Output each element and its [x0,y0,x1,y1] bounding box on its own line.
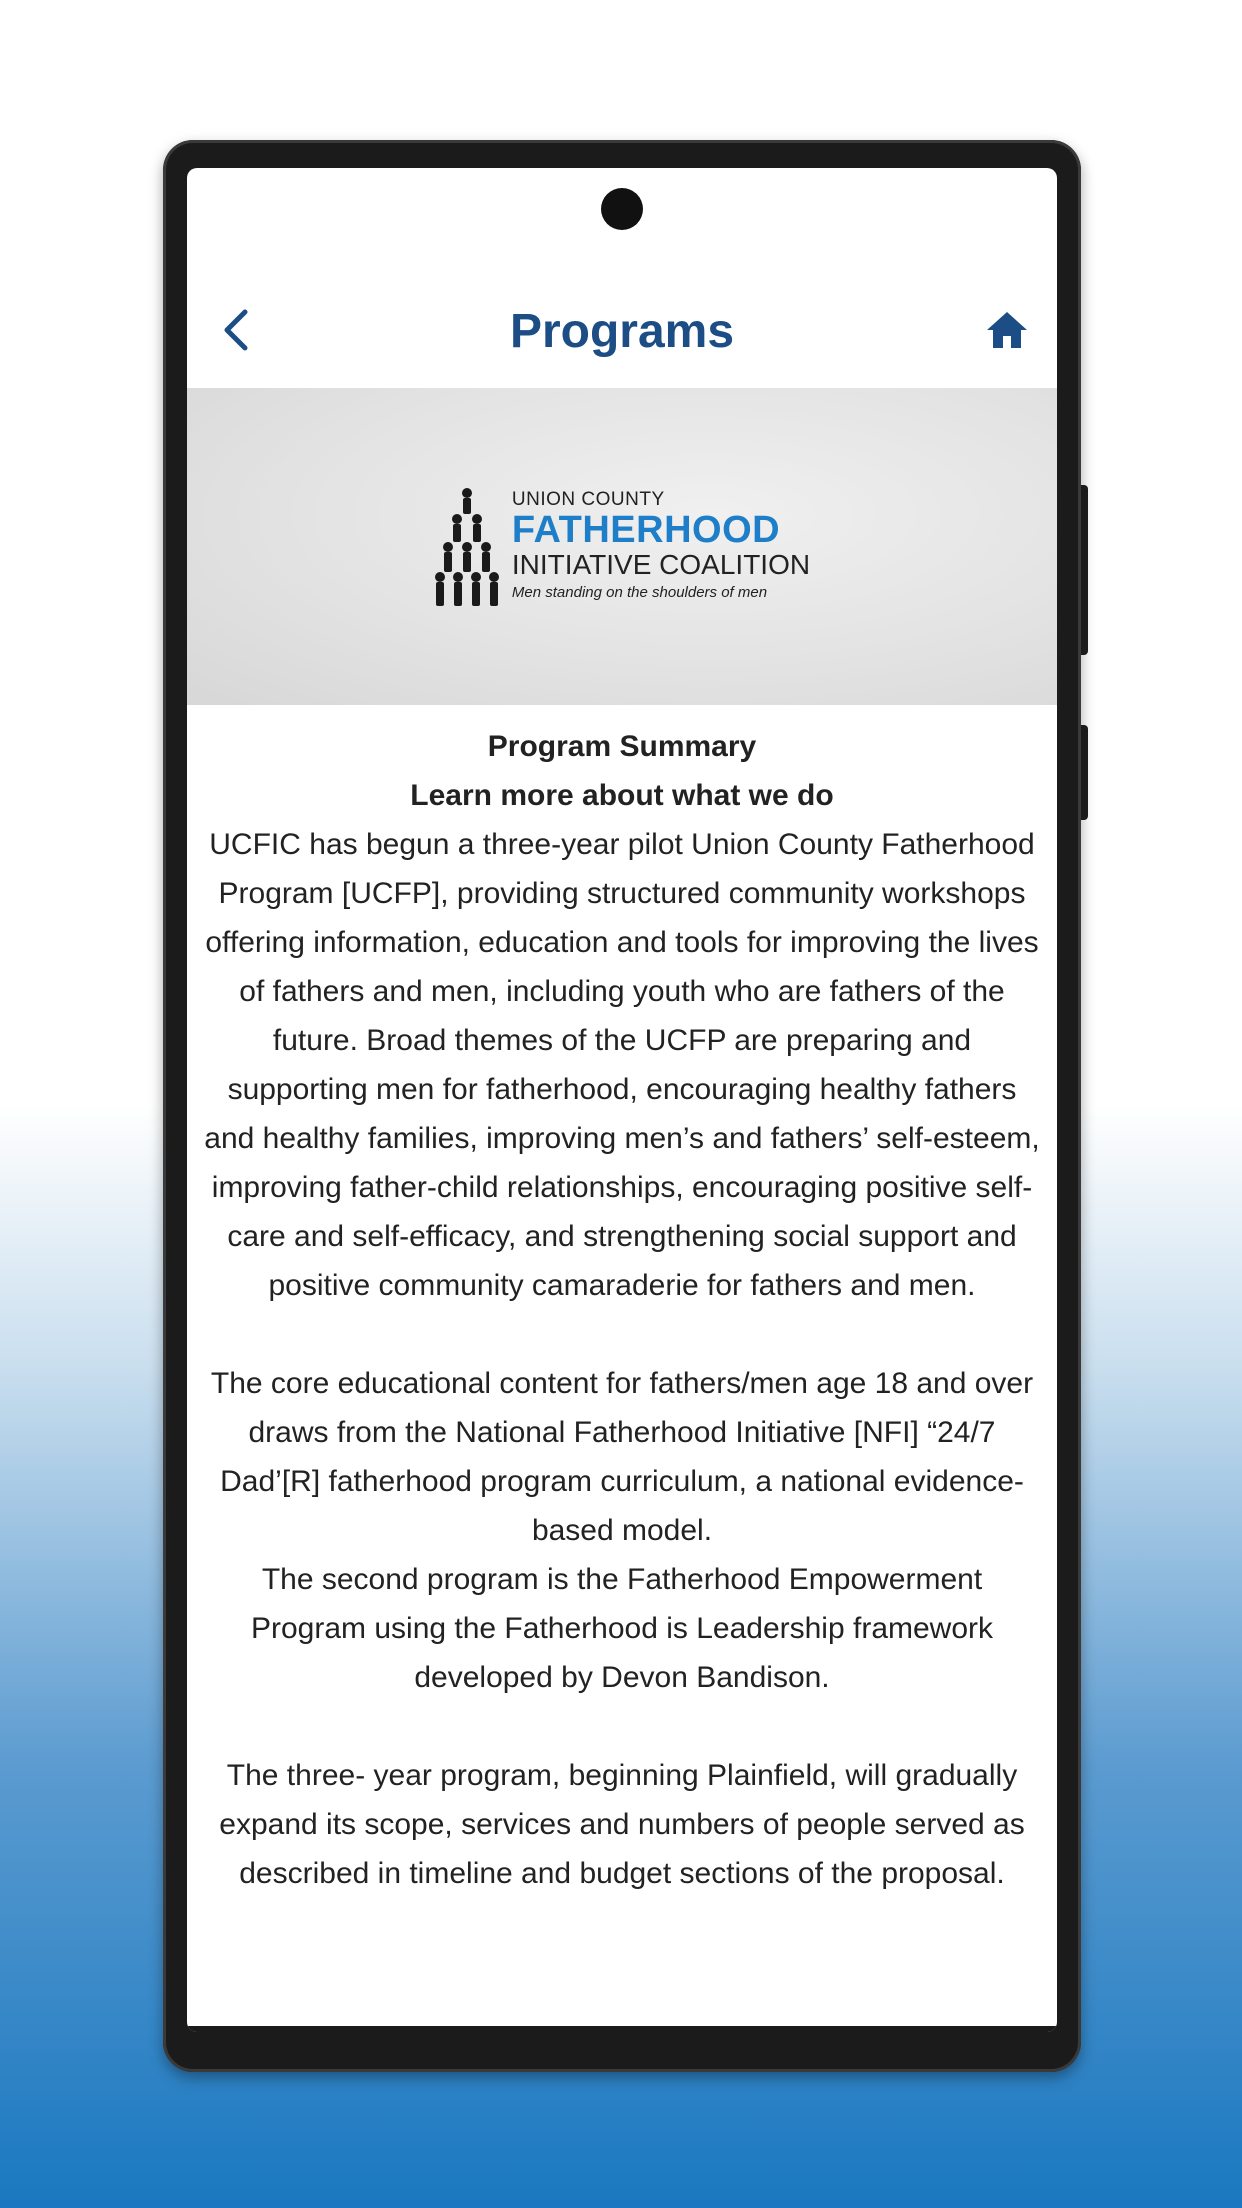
program-summary [201,722,1043,1898]
paragraph-spacer [201,1310,1043,1359]
summary-subheading: Learn more about what we do [410,779,834,812]
summary-paragraph-4: The three- year program, beginning Plainfield, will gradually expand its scope, services and numbers of people served as described in timeline and budget sections of the proposal. [219,1759,1025,1890]
summary-heading: Program Summary [487,730,757,763]
volume-button [1081,725,1088,820]
home-icon [985,310,1029,350]
logo-fatherhood: FATHERHOOD [511,508,781,551]
app-header [187,280,1057,384]
paragraph-spacer [201,1702,1043,1751]
back-button[interactable] [207,300,267,360]
summary-paragraph-1: UCFIC has begun a three-year pilot Union County Fatherhood Program [UCFP], providing structured community workshops offering information, education and tools for improving the lives of fathers and men, including youth who are fathers of the future. Broad themes of the UCFP are preparing and supporting men for fatherhood, encouraging healthy fathers and healthy families, improving men’s and fathers’ self-esteem, improving father-child relationships, encouraging positive self-care and self-efficacy, and strengthening social support and positive community camaraderie for fathers and men. [204,828,1040,1302]
phone-frame [163,140,1081,2072]
page-title: Programs [509,305,735,358]
logo-coalition: INITIATIVE COALITION [511,548,811,580]
home-button[interactable] [977,300,1037,360]
front-camera [601,188,643,230]
chevron-left-icon [217,306,257,354]
logo-tagline: Men standing on the shoulders of men [511,583,768,601]
summary-paragraph-2: The core educational content for fathers/men age 18 and over draws from the National Fatherhood Initiative [NFI] “24/7 Dad’[R] fatherhood program curriculum, a national evidence-based model. [210,1367,1034,1547]
summary-paragraph-3: The second program is the Fatherhood Empowerment Program using the Fatherhood is Leadership framework developed by Devon Bandison. [250,1563,994,1694]
program-banner [187,388,1057,705]
logo-wordmark [512,489,810,605]
app-screen [187,168,1057,2032]
power-button [1081,485,1088,655]
pyramid-of-men-icon [434,487,500,607]
logo-county: UNION COUNTY [511,488,665,510]
screen-bottom-edge [187,2026,1057,2032]
coalition-logo [434,487,810,607]
